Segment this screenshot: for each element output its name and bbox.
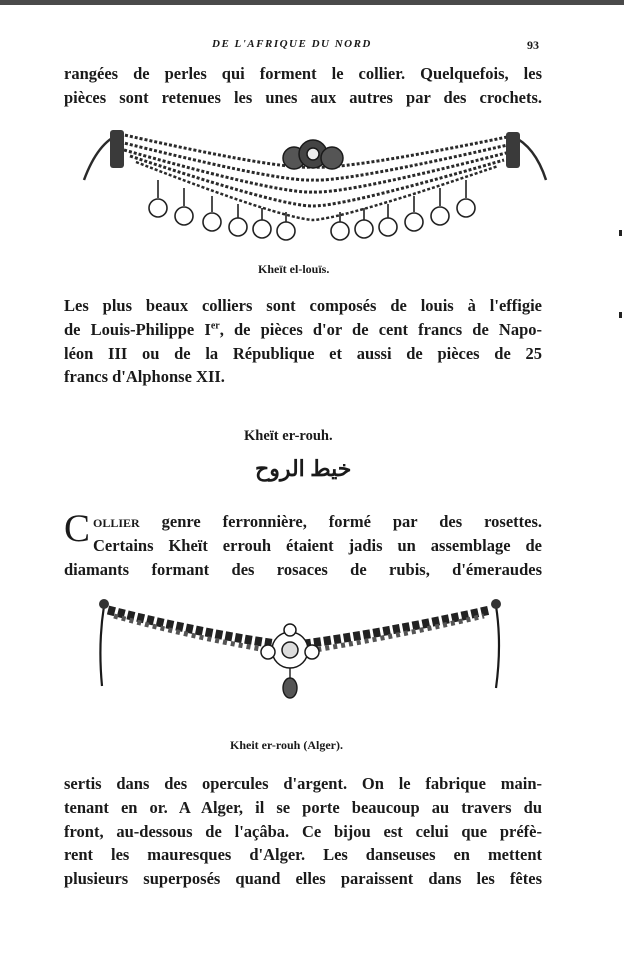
text-line: pièces sont retenues les unes aux autres par des crochets. [64, 87, 542, 107]
text-fragment: , de pièces d'or de cent francs de Napo- [219, 319, 542, 339]
running-head: DE L'AFRIQUE DU NORD [212, 38, 372, 50]
text-line [64, 510, 542, 534]
rosette-necklace-illustration [92, 594, 512, 714]
drop-cap: C [64, 507, 91, 550]
text-line [64, 318, 542, 342]
scan-edge-mark [619, 312, 622, 318]
first-word-smallcaps: ollier [93, 512, 140, 531]
paragraph-3 [64, 507, 542, 581]
text-line: francs d'Alphonse XII. [64, 367, 225, 387]
arabic-title: خيط الروح [255, 456, 352, 481]
text-line: léon III ou de la République et aussi de pièces de 25 [64, 343, 542, 363]
figure-1-caption: Kheït el-louïs. [258, 262, 330, 276]
text-fragment: genre ferronnière, formé par des rosettes. [139, 512, 542, 531]
text-line: sertis dans des opercules d'argent. On le fabrique main- [64, 774, 542, 793]
text-line: Les plus beaux colliers sont composés de louis à l'effigie [64, 296, 542, 315]
text-line: tenant en or. A Alger, il se porte beaucoup au travers du [64, 797, 542, 817]
text-line: Certains Kheït errouh étaient jadis un assemblage de [93, 535, 542, 555]
paragraph-2 [64, 294, 542, 389]
top-border [0, 0, 624, 5]
text-fragment: de Louis-Philippe I [64, 319, 211, 339]
scan-edge-mark [619, 230, 622, 236]
coin-necklace-illustration [80, 122, 550, 257]
superscript: er [210, 320, 220, 332]
figure-2-caption: Kheit er-rouh (Alger). [230, 738, 343, 752]
page-number: 93 [527, 38, 539, 52]
text-line: front, au-dessous de l'açâba. Ce bijou est celui que préfè- [64, 821, 542, 841]
text-line: rangées de perles qui forment le collier. Quelquefois, les [64, 64, 542, 83]
text-line: plusieurs superposés quand elles paraissent dans les fêtes [64, 869, 542, 889]
text-line: rent les mauresques d'Alger. Les danseuses en mettent [64, 845, 542, 865]
text-line: diamants formant des rosaces de rubis, d'émeraudes [64, 559, 542, 579]
section-heading: Kheït er-rouh. [244, 428, 333, 444]
paragraph-4 [64, 772, 542, 891]
paragraph-1 [64, 62, 542, 110]
